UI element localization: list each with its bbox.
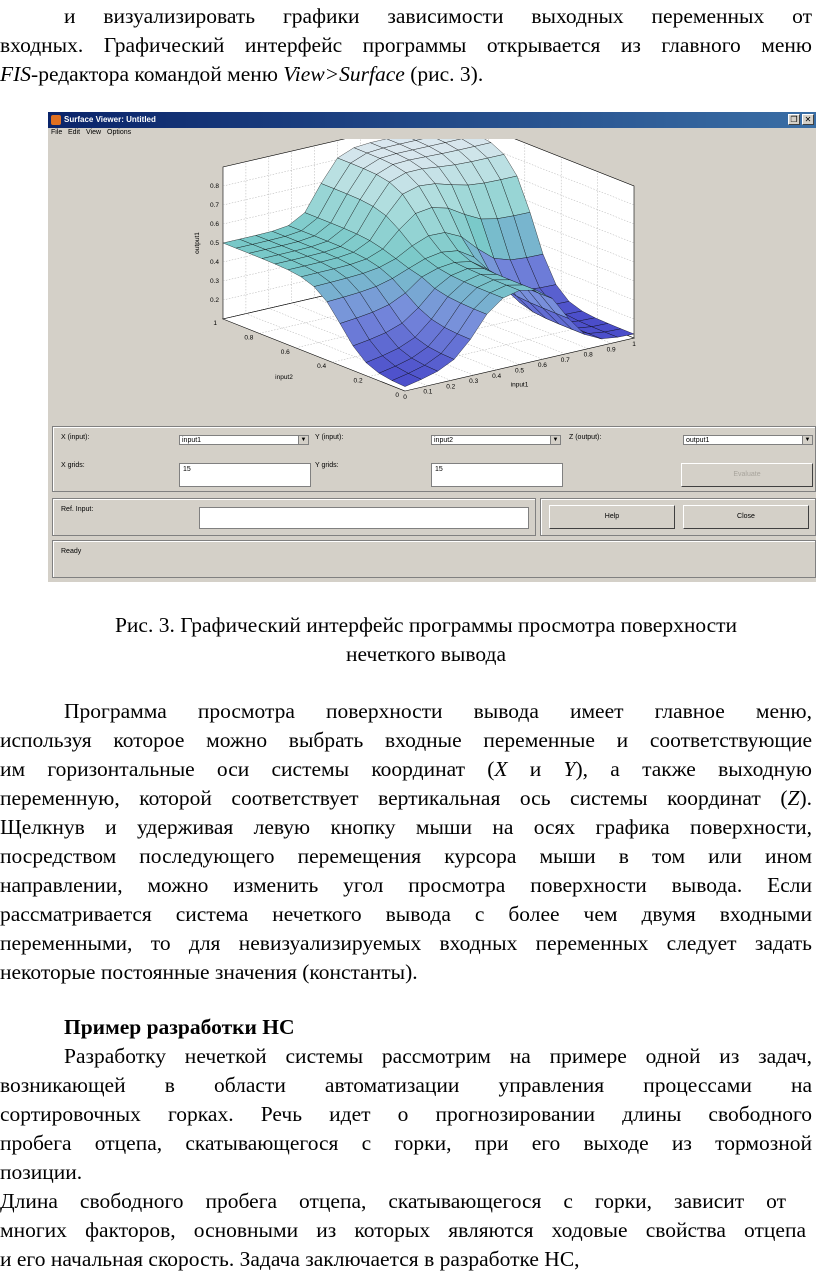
evaluate-button[interactable]: Evaluate (681, 463, 813, 487)
y-input-label: Y (input): (315, 434, 344, 441)
y-axis-label: input2 (275, 374, 293, 381)
figure-caption-line-2: нечеткого вывода (346, 642, 506, 666)
surface-plot[interactable] (48, 139, 816, 421)
para1-line-10: некоторые постоянные значения (константы). (0, 960, 418, 984)
z-tick-label: 0.7 (209, 202, 219, 209)
para1-line-3: им горизонтальные оси системы координат (X и Y), а также выходную (0, 757, 812, 781)
z-output-label: Z (output): (569, 434, 602, 441)
x-tick-label: 0.1 (423, 388, 433, 396)
x-input-label: X (input): (61, 434, 90, 441)
z-axis-label: output1 (194, 232, 201, 254)
menu-file[interactable]: File (51, 129, 63, 136)
para1-line-2: используя которое можно выбрать входные переменные и соответствующие (0, 728, 812, 752)
intro-line-2: входных. Графический интерфейс программы открывается из главного меню (0, 33, 812, 57)
x-tick-label: 0.9 (606, 346, 616, 354)
window-title: Surface Viewer: Untitled (64, 115, 156, 124)
chevron-down-icon: ▼ (550, 436, 560, 444)
para1-line-7: направлении, можно изменить угол просмотра поверхности вывода. Если (0, 873, 812, 897)
z-tick-label: 0.6 (209, 221, 219, 228)
para1-line-6: посредством последующего перемещения курсора мыши в том или ином (0, 844, 812, 868)
para2-line-2: возникающей в области автоматизации управления процессами на (0, 1073, 812, 1097)
variable-panel (52, 426, 816, 492)
y-tick-label: 0.4 (317, 363, 327, 371)
x-tick-label: 0.2 (446, 383, 456, 391)
menu-view[interactable]: View (86, 129, 102, 136)
x-tick-label: 0.3 (469, 378, 479, 386)
surface-viewer-window (48, 112, 816, 582)
z-tick-label: 0.8 (209, 183, 219, 190)
z-tick-label: 0.4 (209, 259, 219, 266)
y-input-select[interactable]: input2 ▼ (431, 435, 561, 445)
z-output-select[interactable]: output1 ▼ (683, 435, 813, 445)
y-grids-field[interactable]: 15 (431, 463, 563, 487)
figure-caption-line-1: Рис. 3. Графический интерфейс программы просмотра поверхности (114, 613, 738, 637)
y-tick-label: 0.2 (353, 377, 363, 385)
y-tick-label: 0 (395, 392, 399, 399)
restore-icon[interactable]: ❐ (788, 114, 800, 125)
title-bar (48, 112, 816, 128)
para1-line-8: рассматривается система нечеткого вывода с более чем двумя входными (0, 902, 812, 926)
x-tick-label: 0.6 (537, 362, 547, 370)
y-tick-label: 1 (213, 320, 217, 327)
z-tick-label: 0.3 (209, 278, 219, 285)
z-tick-label: 0.5 (209, 240, 219, 247)
ref-input-panel (52, 498, 536, 536)
menu-edit[interactable]: Edit (68, 129, 81, 136)
para2-line-5: позиции. (0, 1160, 83, 1184)
x-tick-label: 1 (632, 341, 636, 348)
para3-line-3: и его начальная скорость. Задача заключается в разработке НС, (0, 1247, 580, 1271)
y-tick-label: 0.6 (280, 348, 290, 356)
para2-line-4: пробега отцепа, скатывающегося с горки, при его выходе из тормозной (0, 1131, 812, 1155)
para3-line-1: Длина свободного пробега отцепа, скатывающегося с горки, зависит от (0, 1189, 786, 1213)
para1-line-9: переменными, то для невизуализируемых входных переменных следует задать (0, 931, 812, 955)
para1-line-1: Программа просмотра поверхности вывода имеет главное меню, (64, 699, 812, 723)
help-button[interactable]: Help (549, 505, 675, 529)
y-tick-label: 0.8 (244, 334, 254, 342)
status-text: Ready (61, 548, 82, 555)
para1-line-5: Щелкнув и удерживая левую кнопку мыши на осях графика поверхности, (0, 815, 812, 839)
intro-line-3: FIS-редактора командой меню View>Surface (рис. 3). (0, 62, 484, 86)
para1-line-4: переменную, которой соответствует вертикальная ось системы координат (Z). (0, 786, 812, 810)
para2-line-3: сортировочных горках. Речь идет о прогнозировании длины свободного (0, 1102, 812, 1126)
section-heading: Пример разработки НС (64, 1015, 295, 1039)
x-tick-label: 0.8 (583, 351, 593, 359)
y-grids-label: Y grids: (315, 462, 339, 469)
intro-line-1: и визуализировать графики зависимости выходных переменных от (64, 4, 812, 28)
menu-options[interactable]: Options (107, 129, 132, 136)
matlab-icon (51, 115, 61, 125)
chevron-down-icon: ▼ (298, 436, 308, 444)
x-input-select[interactable]: input1 ▼ (179, 435, 309, 445)
x-tick-label: 0 (403, 394, 407, 401)
para2-line-1: Разработку нечеткой системы рассмотрим на примере одной из задач, (64, 1044, 812, 1068)
close-button[interactable]: Close (683, 505, 809, 529)
x-axis-label: input1 (510, 381, 529, 389)
x-grids-label: X grids: (61, 462, 85, 469)
ref-input-field[interactable] (199, 507, 529, 529)
x-tick-label: 0.4 (492, 372, 502, 380)
plot-area[interactable] (48, 139, 816, 421)
ref-input-label: Ref. Input: (61, 506, 94, 513)
close-icon[interactable]: ✕ (802, 114, 814, 125)
menu-bar (48, 128, 816, 139)
chevron-down-icon: ▼ (802, 436, 812, 444)
x-grids-field[interactable]: 15 (179, 463, 311, 487)
z-tick-label: 0.2 (209, 297, 219, 304)
para3-line-2: многих факторов, основными из которых являются ходовые свойства отцепа (0, 1218, 806, 1242)
x-tick-label: 0.5 (514, 367, 525, 375)
status-panel (52, 540, 816, 578)
button-panel (540, 498, 816, 536)
x-tick-label: 0.7 (560, 356, 570, 364)
